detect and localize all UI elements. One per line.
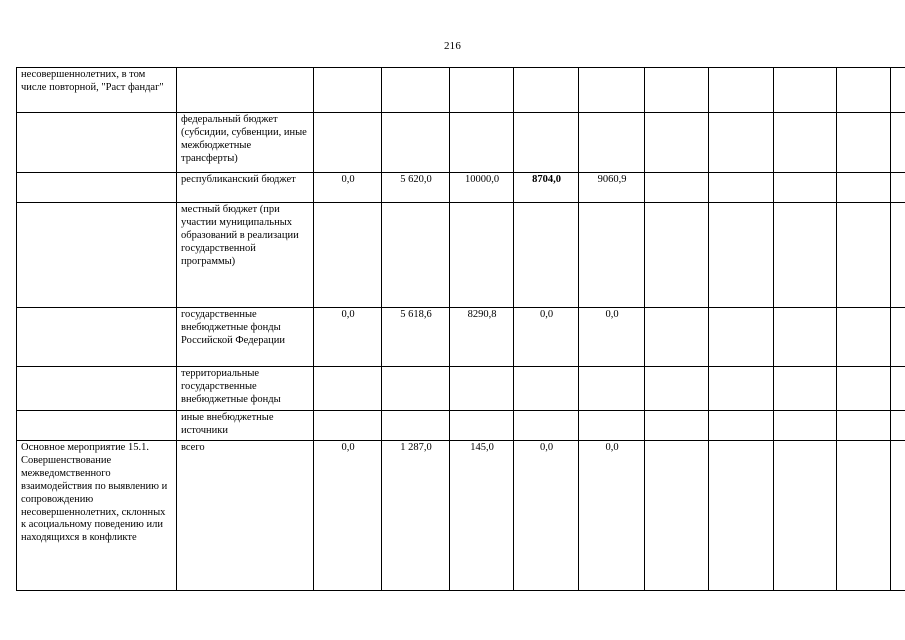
- value-cell: [837, 173, 891, 203]
- value-cell: [837, 308, 891, 367]
- value-cell: [579, 411, 645, 441]
- value-cell: 5 620,0: [382, 173, 450, 203]
- value-cell: [450, 203, 514, 308]
- value-cell: 1 287,0: [382, 441, 450, 591]
- value-cell: [891, 367, 905, 411]
- value-cell: [837, 68, 891, 113]
- program-cell: [17, 203, 177, 308]
- funding-source-cell: местный бюджет (при участии муниципальных образований в реализации государственной программы): [177, 203, 314, 308]
- value-cell: [450, 68, 514, 113]
- value-cell: [645, 411, 709, 441]
- program-cell: [17, 367, 177, 411]
- table-row: [17, 113, 905, 173]
- table-row: [17, 411, 905, 441]
- value-cell: [450, 113, 514, 173]
- funding-source-cell: государственные внебюджетные фонды Российской Федерации: [177, 308, 314, 367]
- value-cell: [579, 367, 645, 411]
- value-cell: [774, 308, 837, 367]
- value-cell: [709, 367, 774, 411]
- value-cell: 0,0: [514, 441, 579, 591]
- value-cell: [645, 68, 709, 113]
- table-row: [17, 203, 905, 308]
- value-cell: [314, 411, 382, 441]
- funding-source-cell: [177, 68, 314, 113]
- value-cell: 8290,8: [450, 308, 514, 367]
- value-cell: [645, 441, 709, 591]
- program-cell: несовершеннолетних, в том числе повторной, "Раст фандаг": [17, 68, 177, 113]
- value-cell: [514, 113, 579, 173]
- value-cell: [645, 308, 709, 367]
- program-cell: [17, 411, 177, 441]
- table-row: [17, 308, 905, 367]
- value-cell: [514, 203, 579, 308]
- value-cell: 0,0: [579, 308, 645, 367]
- funding-source-cell: территориальные государственные внебюджетные фонды: [177, 367, 314, 411]
- value-cell: [709, 68, 774, 113]
- value-cell: [837, 441, 891, 591]
- page-number: 216: [443, 40, 462, 52]
- value-cell: [709, 173, 774, 203]
- value-cell: [891, 173, 905, 203]
- value-cell: [645, 173, 709, 203]
- value-cell: [891, 411, 905, 441]
- value-cell: [314, 113, 382, 173]
- table-row: [17, 173, 905, 203]
- budget-table: [16, 67, 905, 591]
- value-cell: 5 618,6: [382, 308, 450, 367]
- program-cell: [17, 308, 177, 367]
- table-row: [17, 68, 905, 113]
- value-cell: [837, 367, 891, 411]
- program-cell: [17, 113, 177, 173]
- value-cell: [645, 203, 709, 308]
- value-cell: [837, 411, 891, 441]
- value-cell: [579, 68, 645, 113]
- funding-source-cell: федеральный бюджет (субсидии, субвенции, иные межбюджетные трансферты): [177, 113, 314, 173]
- funding-source-cell: республиканский бюджет: [177, 173, 314, 203]
- value-cell: 0,0: [314, 441, 382, 591]
- value-cell: [382, 203, 450, 308]
- value-cell: 145,0: [450, 441, 514, 591]
- value-cell: [774, 68, 837, 113]
- value-cell: [891, 68, 905, 113]
- value-cell: [837, 203, 891, 308]
- value-cell: [709, 441, 774, 591]
- value-cell: [382, 113, 450, 173]
- value-cell: [891, 308, 905, 367]
- program-cell: [17, 173, 177, 203]
- value-cell: [514, 367, 579, 411]
- value-cell: [774, 173, 837, 203]
- value-cell: [891, 203, 905, 308]
- value-cell: [579, 203, 645, 308]
- value-cell: 0,0: [514, 308, 579, 367]
- value-cell: [709, 113, 774, 173]
- value-cell: 0,0: [579, 441, 645, 591]
- value-cell: [774, 113, 837, 173]
- value-cell: [774, 411, 837, 441]
- value-cell: 0,0: [314, 173, 382, 203]
- value-cell: [579, 113, 645, 173]
- value-cell: [709, 308, 774, 367]
- value-cell: [314, 203, 382, 308]
- value-cell: [645, 113, 709, 173]
- value-cell: [382, 411, 450, 441]
- funding-source-cell: всего: [177, 441, 314, 591]
- value-cell: 10000,0: [450, 173, 514, 203]
- value-cell: [891, 113, 905, 173]
- funding-source-cell: иные внебюджетные источники: [177, 411, 314, 441]
- program-cell: Основное мероприятие 15.1. Совершенствование межведомственного взаимодействия по выявлению и сопровождению несовершеннолетних, склонных к асоциальному поведению или находящихся в конфликте: [17, 441, 177, 591]
- value-cell: [774, 441, 837, 591]
- value-cell: [891, 441, 905, 591]
- value-cell: [709, 411, 774, 441]
- value-cell: [382, 367, 450, 411]
- table-row: [17, 367, 905, 411]
- value-cell: [645, 367, 709, 411]
- value-cell: [450, 411, 514, 441]
- value-cell: [382, 68, 450, 113]
- value-cell: [709, 203, 774, 308]
- value-cell: [314, 367, 382, 411]
- value-cell: [837, 113, 891, 173]
- value-cell: 8704,0: [514, 173, 579, 203]
- value-cell: [450, 367, 514, 411]
- value-cell: [774, 203, 837, 308]
- table-row: [17, 441, 905, 591]
- value-cell: [514, 68, 579, 113]
- value-cell: [314, 68, 382, 113]
- value-cell: 0,0: [314, 308, 382, 367]
- value-cell: 9060,9: [579, 173, 645, 203]
- value-cell: [774, 367, 837, 411]
- value-cell: [514, 411, 579, 441]
